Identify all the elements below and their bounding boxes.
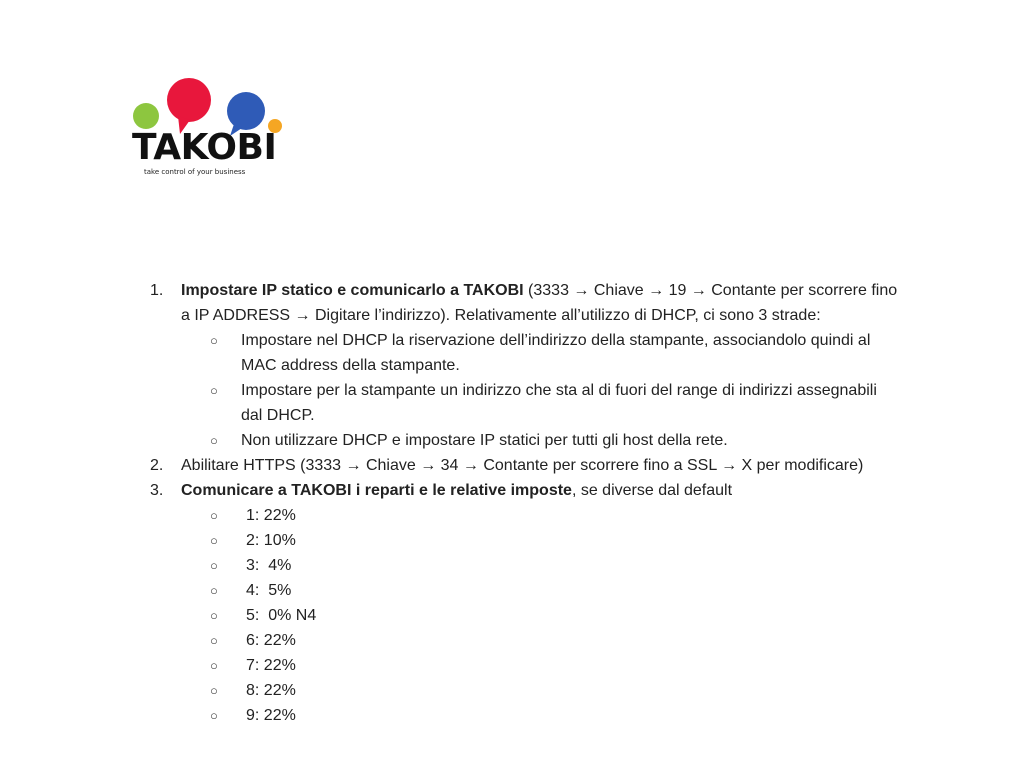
rate-item [0,528,1024,553]
bullet-circle-icon: ○ [210,558,218,573]
rate-text: 9: 22% [246,707,296,724]
bullet-circle-icon: ○ [210,683,218,698]
rate-text: 4: 5% [246,582,292,599]
logo-tagline: take control of your business [144,168,246,176]
rate-item [0,703,1024,728]
bullet-circle-icon: ○ [210,633,218,648]
step-text [181,278,901,328]
rate-text: 8: 22% [246,682,296,699]
step-bold-text: Impostare IP statico e comunicarlo a TAKOBI [181,282,524,299]
rate-text: 6: 22% [246,632,296,649]
list-item-step-3 [0,478,1024,503]
logo-red-bubble [167,78,211,122]
step-number: 1. [150,282,164,299]
step-bold-text: Comunicare a TAKOBI i reparti e le relative imposte [181,482,572,499]
bullet-circle-icon: ○ [210,383,218,398]
sub-item-text: Non utilizzare DHCP e impostare IP statici per tutti gli host della rete. [241,432,728,449]
rate-item [0,578,1024,603]
sub-item-no-dhcp [0,428,1024,453]
logo-green-bubble [133,103,159,129]
rate-item [0,503,1024,528]
rate-text: 2: 10% [246,532,296,549]
step-body-text: (3333 → Chiave → 19 → Contante per scorrere fino a IP ADDRESS → Digitare l’indirizzo). Relativamente all’utilizzo di DHCP, ci sono 3 strade: [181,282,898,324]
bullet-circle-icon: ○ [210,658,218,673]
logo-wordmark: TAKOBI [132,127,277,168]
sub-item-text: Impostare per la stampante un indirizzo che sta al di fuori del range di indirizzi assegnabili dal DHCP. [241,382,877,424]
step-number: 2. [150,457,164,474]
sub-item-text: Impostare nel DHCP la riservazione dell’indirizzo della stampante, associandolo quindi al MAC address della stampante. [241,332,871,374]
rate-text: 5: 0% N4 [246,607,317,624]
rate-item [0,678,1024,703]
bullet-circle-icon: ○ [210,508,218,523]
sub-item-outside-range [0,378,1024,428]
bullet-circle-icon: ○ [210,583,218,598]
rate-text: 3: 4% [246,557,292,574]
rate-item [0,653,1024,678]
rate-text: 7: 22% [246,657,296,674]
bullet-circle-icon: ○ [210,533,218,548]
takobi-logo [130,76,290,186]
step-text: Abilitare HTTPS (3333 → Chiave → 34 → Contante per scorrere fino a SSL → X per modificare) [181,457,864,474]
rate-text: 1: 22% [246,507,296,524]
logo-blue-bubble [227,92,265,130]
step-body-text: , se diverse dal default [571,482,733,499]
bullet-circle-icon: ○ [210,433,218,448]
rate-item [0,603,1024,628]
bullet-circle-icon: ○ [210,708,218,723]
bullet-circle-icon: ○ [210,333,218,348]
rate-item [0,553,1024,578]
bullet-circle-icon: ○ [210,608,218,623]
sub-item-dhcp-reservation [0,328,1024,378]
instruction-list [0,278,1024,728]
list-item-step-1 [0,278,1024,328]
step-number: 3. [150,482,164,499]
rate-item [0,628,1024,653]
list-item-step-2 [0,453,1024,478]
step-text [181,478,901,503]
